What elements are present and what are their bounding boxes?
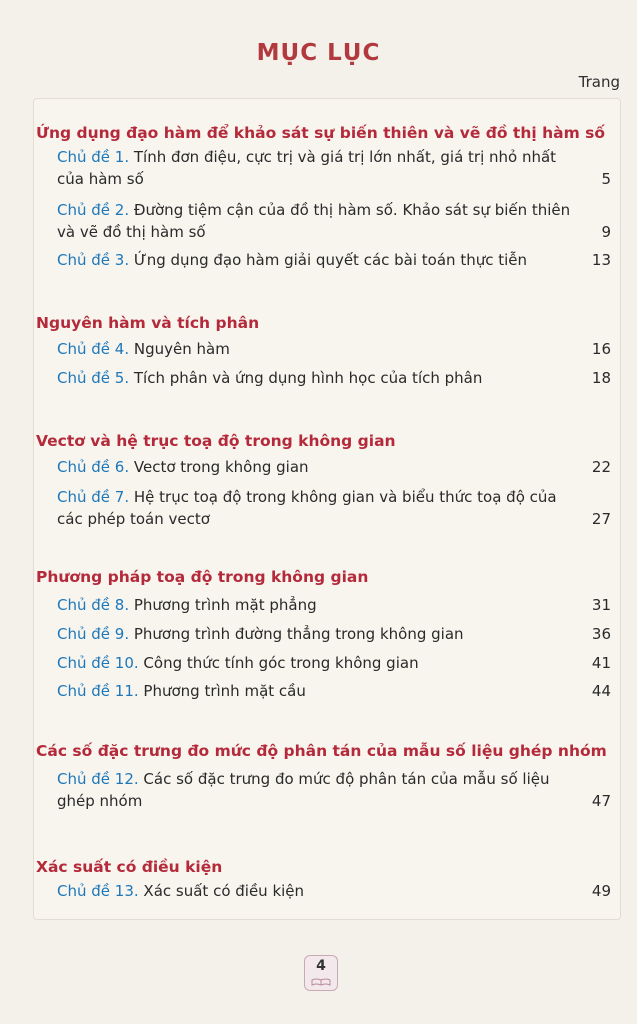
- page-number: 27: [591, 510, 611, 528]
- page-number: 31: [591, 596, 611, 614]
- toc-entry[interactable]: [57, 486, 615, 530]
- toc-entry[interactable]: [57, 249, 615, 271]
- page-number: 22: [591, 458, 611, 476]
- footer-page-number: 4: [316, 958, 326, 974]
- footer-page-badge: [304, 955, 338, 991]
- topic-text: Nguyên hàm: [133, 340, 230, 358]
- topic-label: Chủ đề 1.: [57, 148, 130, 166]
- topic-text: Đường tiệm cận của đồ thị hàm số. Khảo sát sự biến thiên và vẽ đồ thị hàm số: [57, 201, 571, 241]
- book-icon: [311, 978, 331, 986]
- topic-text: Các số đặc trưng đo mức độ phân tán của mẫu số liệu ghép nhóm: [57, 770, 550, 810]
- topic-text: Tính đơn điệu, cực trị và giá trị lớn nhất, giá trị nhỏ nhất của hàm số: [57, 148, 557, 188]
- page-number: 47: [591, 792, 611, 810]
- toc-entry[interactable]: [57, 199, 615, 243]
- section-title: Nguyên hàm và tích phân: [36, 314, 260, 332]
- section-title: Phương pháp toạ độ trong không gian: [36, 568, 369, 586]
- page-number: 5: [601, 170, 611, 188]
- page-number: 41: [591, 654, 611, 672]
- topic-label: Chủ đề 10.: [57, 654, 139, 672]
- topic-label: Chủ đề 4.: [57, 340, 130, 358]
- page-column-label: Trang: [578, 73, 620, 91]
- section-title: Ứng dụng đạo hàm để khảo sát sự biến thiên và vẽ đồ thị hàm số: [36, 124, 606, 142]
- topic-label: Chủ đề 12.: [57, 770, 139, 788]
- topic-label: Chủ đề 7.: [57, 488, 130, 506]
- section-title: Các số đặc trưng đo mức độ phân tán của mẫu số liệu ghép nhóm: [36, 742, 607, 760]
- toc-entry[interactable]: [57, 768, 615, 812]
- section-title: Vectơ và hệ trục toạ độ trong không gian: [36, 432, 396, 450]
- topic-text: Xác suất có điều kiện: [143, 882, 305, 900]
- topic-label: Chủ đề 2.: [57, 201, 130, 219]
- section-title: Xác suất có điều kiện: [36, 858, 223, 876]
- topic-label: Chủ đề 8.: [57, 596, 130, 614]
- page-number: 9: [601, 223, 611, 241]
- toc-entry[interactable]: [57, 680, 615, 702]
- topic-text: Phương trình đường thẳng trong không gian: [133, 625, 464, 643]
- topic-text: Vectơ trong không gian: [133, 458, 309, 476]
- toc-entry[interactable]: [57, 146, 615, 190]
- topic-text: Hệ trục toạ độ trong không gian và biểu thức toạ độ của các phép toán vectơ: [57, 488, 557, 528]
- toc-entry[interactable]: [57, 338, 615, 360]
- topic-label: Chủ đề 13.: [57, 882, 139, 900]
- toc-entry[interactable]: [57, 456, 615, 478]
- topic-label: Chủ đề 5.: [57, 369, 130, 387]
- page-number: 44: [591, 682, 611, 700]
- page-title: MỤC LỤC: [256, 40, 381, 66]
- topic-text: Ứng dụng đạo hàm giải quyết các bài toán thực tiễn: [133, 251, 528, 269]
- toc-entry[interactable]: [57, 623, 615, 645]
- toc-entry[interactable]: [57, 880, 615, 902]
- page-number: 36: [591, 625, 611, 643]
- page-number: 18: [591, 369, 611, 387]
- page-number: 13: [591, 251, 611, 269]
- topic-text: Công thức tính góc trong không gian: [143, 654, 419, 672]
- toc-entry[interactable]: [57, 367, 615, 389]
- topic-text: Tích phân và ứng dụng hình học của tích phân: [133, 369, 483, 387]
- toc-entry[interactable]: [57, 652, 615, 674]
- topic-text: Phương trình mặt phẳng: [133, 596, 317, 614]
- toc-entry[interactable]: [57, 594, 615, 616]
- topic-label: Chủ đề 6.: [57, 458, 130, 476]
- topic-label: Chủ đề 9.: [57, 625, 130, 643]
- topic-label: Chủ đề 3.: [57, 251, 130, 269]
- page-number: 16: [591, 340, 611, 358]
- page-number: 49: [591, 882, 611, 900]
- topic-text: Phương trình mặt cầu: [143, 682, 306, 700]
- topic-label: Chủ đề 11.: [57, 682, 139, 700]
